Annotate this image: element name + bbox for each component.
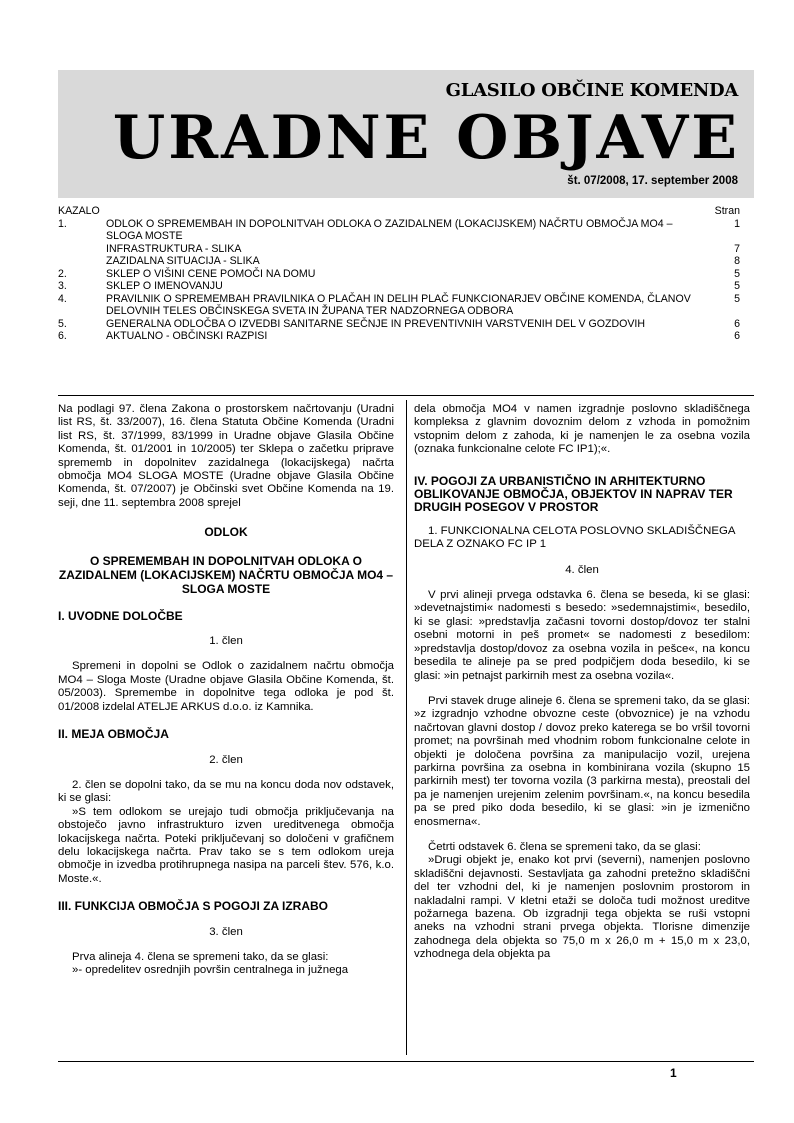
column-divider xyxy=(406,400,407,1055)
toc-item[interactable] xyxy=(58,293,740,318)
toc-item-number xyxy=(58,255,106,268)
toc-item-number: 2. xyxy=(58,267,67,280)
toc-item[interactable] xyxy=(58,218,740,243)
toc-item-title: ODLOK O SPREMEMBAH IN DOPOLNITVAH ODLOKA O ZAZIDALNEM (LOKACIJSKEM) NAČRTU OBMOČJA MO4 – SLOGA MOSTE xyxy=(106,217,673,242)
toc-item-number: 6. xyxy=(58,330,67,342)
toc-item-page: 8 xyxy=(734,255,740,267)
toc-divider xyxy=(58,395,754,396)
toc-item-page: 7 xyxy=(734,242,740,255)
toc-item-page: 5 xyxy=(734,280,740,292)
footer-divider xyxy=(58,1061,754,1062)
toc-item-page: 6 xyxy=(734,330,740,342)
toc-header xyxy=(58,205,740,218)
article-heading: 4. člen xyxy=(565,563,599,576)
toc-item-page: 6 xyxy=(734,317,740,330)
toc-item-title: INFRASTRUKTURA - SLIKA xyxy=(106,242,242,255)
toc-item-title: SKLEP O IMENOVANJU xyxy=(106,280,223,292)
article-heading: 3. člen xyxy=(209,925,243,938)
toc-item[interactable] xyxy=(58,330,740,343)
toc-item-title: GENERALNA ODLOČBA O IZVEDBI SANITARNE SEČNJE IN PREVENTIVNIH VARSTVENIH DEL V GOZDOVIH xyxy=(106,317,646,330)
article-heading: 1. člen xyxy=(209,635,243,648)
toc-item[interactable] xyxy=(58,255,740,268)
article-text: dela območja MO4 v namen izgradnje poslovno skladiščnega kompleksa z glavnim dovoznim delom z vzhoda in pomožnim vstopnim delom z zahoda, ki je namenjen le za osebna vozila (oznaka funkcionalne celote FC IP1);«. xyxy=(414,403,750,456)
document-subtitle: O SPREMEMBAH IN DOPOLNITVAH ODLOKA O ZAZIDALNEM (LOKACIJSKEM) NAČRTU OBMOČJA MO4 – SLOGA MOSTE xyxy=(58,553,394,596)
toc-item-page: 1 xyxy=(734,217,740,230)
toc-item[interactable] xyxy=(58,268,740,281)
article-text: »S tem odlokom se urejajo tudi območja priključevanja na obstoječo javno infrastrukturo izven ureditvenega območja lokacijskega načrta. Poteki priključevanj so določeni v grafičnem delu lokacijskega načrta. Prav tako se s tem odlokom ureja območje in izvedba protihrupnega nasipa na parceli štev. 576, k.o. Moste.«. xyxy=(58,805,394,885)
toc-item-title: SKLEP O VIŠINI CENE POMOČI NA DOMU xyxy=(106,267,316,280)
toc-item-number xyxy=(58,243,106,256)
article-text: »- opredelitev osrednjih površin centralnega in južnega xyxy=(72,964,349,977)
section-heading: I. UVODNE DOLOČBE xyxy=(58,608,183,623)
right-column xyxy=(414,403,750,962)
toc-item-number: 1. xyxy=(58,217,67,230)
article-text: Prva alineja 4. člena se spremeni tako, da se glasi: xyxy=(72,950,329,963)
article-heading: 2. člen xyxy=(209,753,243,766)
issue-date: št. 07/2008, 17. september 2008 xyxy=(567,175,738,187)
toc-item[interactable] xyxy=(58,243,740,256)
toc-item-number: 3. xyxy=(58,280,67,292)
toc-item[interactable] xyxy=(58,280,740,293)
publication-name: GLASILO OBČINE KOMENDA xyxy=(445,80,738,101)
toc-item-title: AKTUALNO - OBČINSKI RAZPISI xyxy=(106,330,268,342)
publication-title: URADNE OBJAVE xyxy=(112,103,740,173)
section-heading: III. FUNKCIJA OBMOČJA S POGOJI ZA IZRABO xyxy=(58,899,329,914)
article-text: Četrti odstavek 6. člena se spremeni tako, da se glasi: xyxy=(428,840,701,853)
toc-item-page: 5 xyxy=(734,292,740,305)
article-text: »Drugi objekt je, enako kot prvi (severni), namenjen poslovno skladiščni dejavnosti. Sestavljata ga zahodni pretežno skladiščni del ter vzhodni del, ki je namenjen poslovnim prostorom in nakladalni rampi. V kletni etaži se določa tudi možnost ureditve požarnega bazena. Ob izgradnji tega objekta se ruši vstopni aneks na vzhodni strani prvega objekta. Tlorisne dimenzije zahodnega dela objekta so 75,0 m x 26,0 m + 15,0 m x 23,0, vzhodnega dela objekta pa xyxy=(414,854,750,961)
article-text: 2. člen se dopolni tako, da se mu na koncu doda nov odstavek, ki se glasi: xyxy=(58,778,394,805)
article-text: Prvi stavek druge alineje 6. člena se spremeni tako, da se glasi: »z izgradnjo vzhodne obvozne ceste (obvoznice) je na vzhodu načrtovan glavni dostop / dovoz preko katerega se bo vršil tovorni promet; na površinah med vhodnim robom funkcionalne celote in objekti je določena površina za manipulacijo vozil, urejena parkirna površina za osebna in kombinirana vozila (skupno 15 parkirnih mest) ter tovorna vozila (3 parkirna mesta), preostali del pa je namenjen urejenim zelenim površinam.«, na koncu besedila pa se pred piko doda besedilo, ki se glasi: »in je izmenično enosmerna«. xyxy=(414,694,750,828)
toc-item-number: 5. xyxy=(58,317,67,330)
section-heading: IV. POGOJI ZA URBANISTIČNO IN ARHITEKTURNO OBLIKOVANJE OBMOČJA, OBJEKTOV IN NAPRAV TER DRUGIH POSEGOV V PROSTOR xyxy=(414,473,733,515)
article-text: Spremeni in dopolni se Odlok o zazidalnem načrtu območja MO4 – Sloga Moste (Uradne objave Glasila Občine Komenda, št. 05/2003). Spremembe in dopolnitve tega odloka je pod št. 01/2008 izdelal ATELJE ARKUS d.o.o. iz Kamnika. xyxy=(58,660,394,713)
article-text: V prvi alineji prvega odstavka 6. člena se beseda, ki se glasi: »devetnajstimi« nadomesti s besedo: »sedemnajstimi«, besedilo, ki se glasi: »predstavlja začasni tovorni dostop/dovoz ter stalni osebni motorni in peš promet« se nadomesti z besedilom: »predstavlja dostop/dovoz za osebna vozila in pešce«, na koncu besedila te alineje pa se pred podpičjem doda besedilo, ki se glasi: »in petnajst parkirnih mest za osebna vozila«. xyxy=(414,589,750,682)
toc-item-page: 5 xyxy=(734,267,740,280)
subsection-heading: 1. FUNKCIONALNA CELOTA POSLOVNO SKLADIŠČNEGA DELA Z OZNAKO FC IP 1 xyxy=(414,524,735,551)
left-column xyxy=(58,403,394,978)
toc-page-label: Stran xyxy=(714,205,740,217)
toc-item-title: PRAVILNIK O SPREMEMBAH PRAVILNIKA O PLAČAH IN DELIH PLAČ FUNKCIONARJEV OBČINE KOMENDA, ČLANOV DELOVNIH TELES OBČINSKEGA SVETA IN ŽUPANA TER NADZORNEGA ODBORA xyxy=(106,292,691,317)
page-number: 1 xyxy=(670,1066,677,1080)
document-title: ODLOK xyxy=(204,525,248,540)
masthead xyxy=(58,70,754,198)
toc-item-title: ZAZIDALNA SITUACIJA - SLIKA xyxy=(106,255,260,267)
toc-item-number: 4. xyxy=(58,292,67,305)
section-heading: II. MEJA OBMOČJA xyxy=(58,727,169,742)
toc-item[interactable] xyxy=(58,318,740,331)
toc-label: KAZALO xyxy=(58,205,100,217)
table-of-contents xyxy=(58,205,740,343)
preamble: Na podlagi 97. člena Zakona o prostorskem načrtovanju (Uradni list RS, št. 33/2007), 16. člena Statuta Občine Komenda (Uradni list RS, št. 37/1999, 83/1999 in Uradne objave Glasila Občine Komenda, št. 01/2001 in 10/2005) ter Sklepa o začetku priprave sprememb in dopolnitev zazidalnega (lokacijskega) načrta območja MO4 SLOGA MOSTE (Uradne objave Glasila Občine Komenda, št. 07/2007) je Občinski svet Občine Komenda na 19. seji, dne 11. septembra 2008 sprejel xyxy=(58,403,394,509)
